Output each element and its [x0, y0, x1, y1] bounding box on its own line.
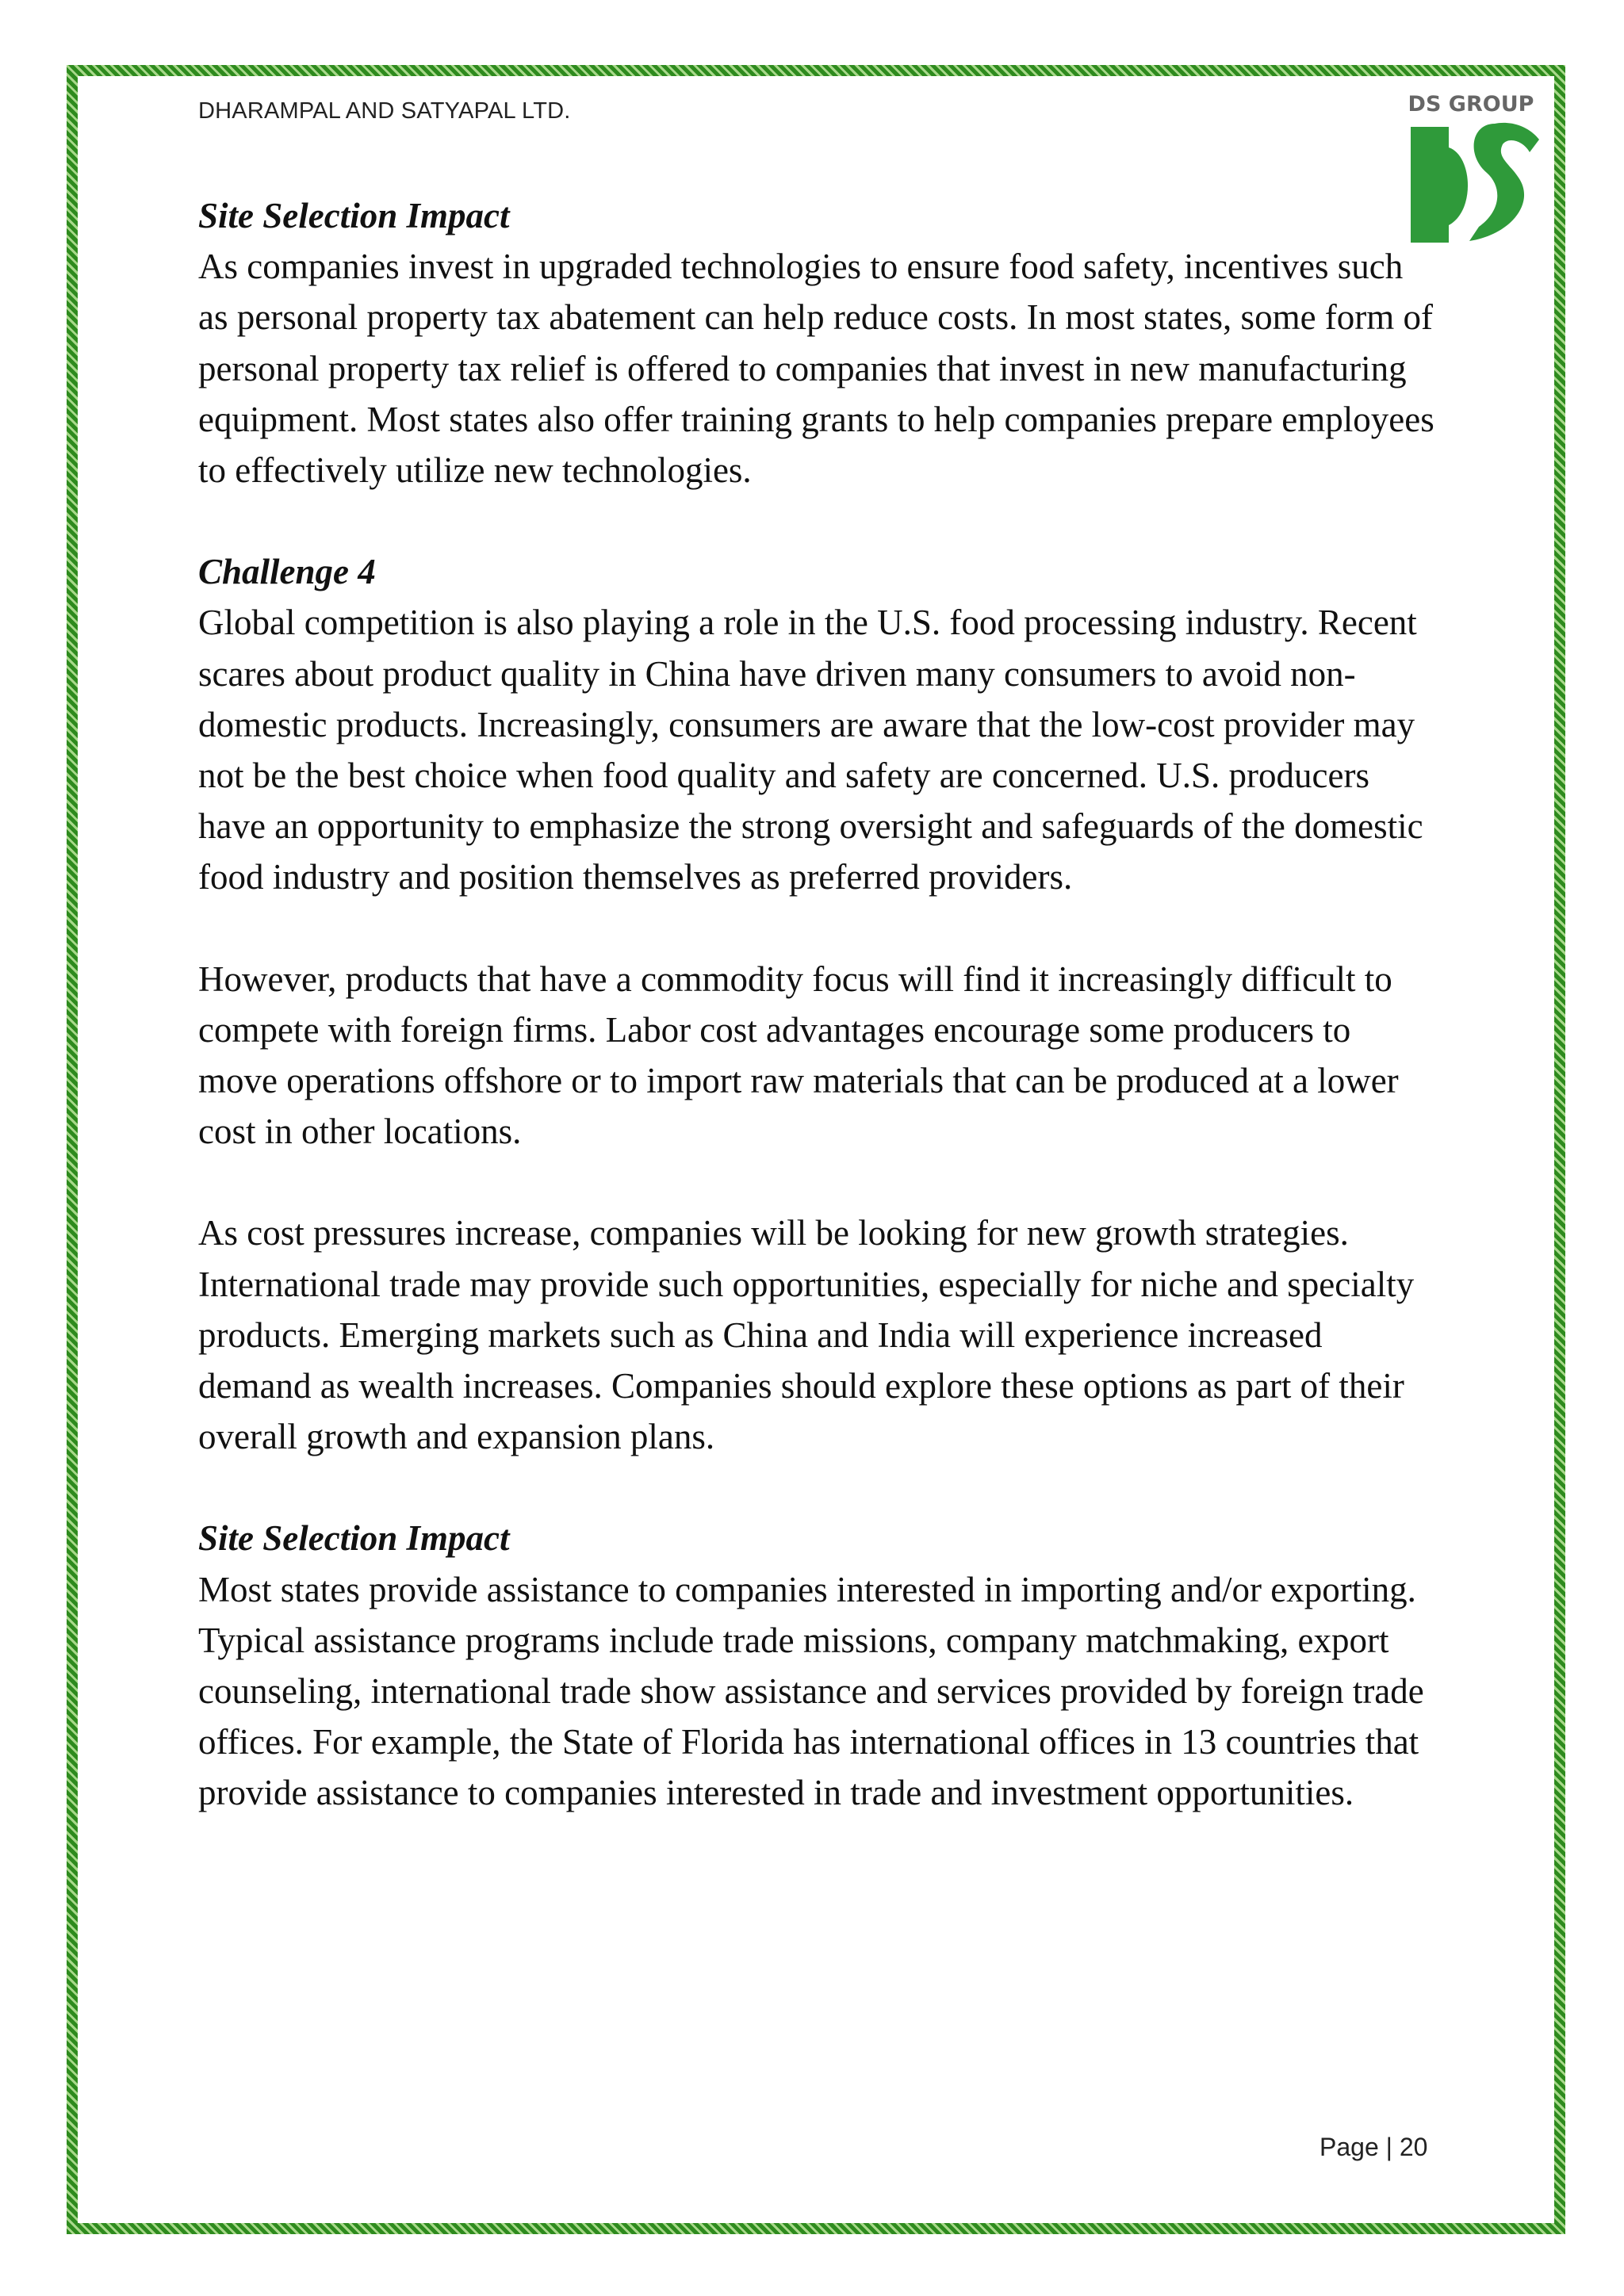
paragraph: However, products that have a commodity focus will find it increasingly difficult to compete with foreign firms. Labor cost advantages encourage some producers to move operations offshore or to import raw materials that can be produced at a lower cost in other locations.: [198, 959, 1399, 1152]
paragraph: Global competition is also playing a role in the U.S. food processing industry. Recent scares about product quality in China have driven many consumers to avoid non-domestic products. Increasingly, consumers are aware that the low-cost provider may not be the best choice when food quality and safety are concerned. U.S. producers have an opportunity to emphasize the strong oversight and safeguards of the domestic food industry and position themselves as preferred providers.: [198, 603, 1423, 897]
page-number: Page | 20: [1320, 2133, 1428, 2161]
document-body: [198, 190, 1435, 1819]
paragraph: As companies invest in upgraded technologies to ensure food safety, incentives such as personal property tax abatement can help reduce costs. In most states, some form of personal property tax relief is offered to companies that invest in new manufacturing equipment. Most states also offer training grants to help companies prepare employees to effectively utilize new technologies.: [198, 247, 1434, 491]
paragraph: As cost pressures increase, companies will be looking for new growth strategies. International trade may provide such opportunities, especially for niche and specialty products. Emerging markets such as China and India will experience increased demand as wealth increases. Companies should explore these options as part of their overall growth and expansion plans.: [198, 1213, 1415, 1457]
section-heading: Challenge 4: [198, 552, 376, 592]
section-heading: Site Selection Impact: [198, 1518, 510, 1559]
logo-text: DS GROUP: [1408, 92, 1534, 117]
section-heading: Site Selection Impact: [198, 196, 510, 235]
paragraph: Most states provide assistance to companies interested in importing and/or exporting. Typical assistance programs include trade missions, company matchmaking, export counseling, international trade show assistance and services provided by foreign trade offices. For example, the State of Florida has international offices in 13 countries that provide assistance to companies interested in trade and investment opportunities.: [198, 1569, 1424, 1813]
company-name: DHARAMPAL AND SATYAPAL LTD.: [198, 98, 571, 124]
